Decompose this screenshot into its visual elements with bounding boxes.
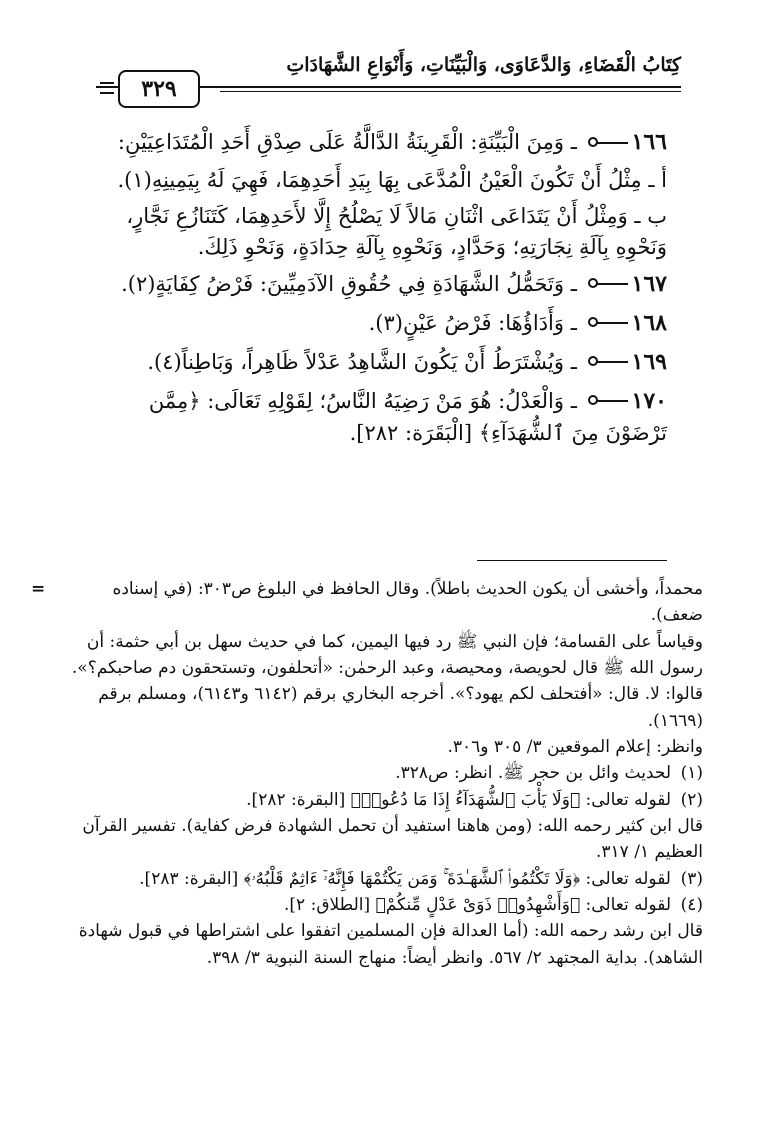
entry-marker [590, 126, 667, 159]
footnote-number: (٢) [680, 789, 703, 810]
footnotes [31, 576, 703, 971]
footnote-text: لقوله تعالى: ﴿وَلَا يَأْبَ ٱلشُّهَدَآءُ إِذَا مَا دُعُوا۟﴾ [البقرة: ٢٨٢]. [246, 789, 671, 810]
entry-166-sub-a: أ ـ مِثْلُ أَنْ تَكُونَ الْعَيْنُ الْمُدَّعَى بِهَا بِيَدِ أَحَدِهِمَا، فَهِيَ لَهُ بِيَمِينِهِ(١). [117, 168, 667, 192]
footnote-number: (٣) [680, 868, 703, 889]
page-number: ٣٢٩ [141, 76, 177, 102]
footnote-4-continued [63, 918, 703, 971]
footnote-number: (١) [680, 763, 703, 784]
entry-number: ١٧٠ [631, 387, 667, 414]
entry-marker [590, 385, 667, 418]
entry-marker [590, 307, 667, 340]
continuation-paragraph: وانظر: إعلام الموقعين ٣/ ٣٠٥ و٣٠٦. [447, 737, 703, 758]
entry-169 [82, 346, 667, 379]
footnote-3 [63, 866, 703, 892]
continuation-paragraph: محمداً، وأخشى أن يكون الحديث باطلاً). وقال الحافظ في البلوغ ص٣٠٣: (في إسناده ضعف). [112, 579, 703, 626]
footnote-text: لقوله تعالى: ﴿وَلَا تَكْتُمُوا۟ ٱلشَّهَـٰدَةَ ۚ وَمَن يَكْتُمْهَا فَإِنَّهُۥٓ ءَاثِمٌ قَلْبُهُۥ﴾ [البقرة: ٢٨٣]. [139, 868, 671, 889]
running-header-title: كِتَابُ الْقَضَاءِ، وَالدَّعَاوَى، وَالْبَيِّنَاتِ، وَأَنْوَاعِ الشَّهَادَاتِ [286, 54, 681, 76]
entry-number: ١٦٩ [631, 348, 667, 375]
entry-number: ١٦٨ [631, 309, 667, 336]
footnote-divider [477, 560, 667, 561]
entry-170 [82, 385, 667, 450]
header-rule [220, 86, 681, 92]
main-text [82, 126, 667, 455]
pointer-ornament-icon [590, 142, 628, 144]
entry-number: ١٦٧ [631, 270, 667, 297]
pointer-ornament-icon [590, 400, 628, 402]
entry-167 [82, 268, 667, 301]
entry-number: ١٦٦ [631, 129, 667, 155]
entry-text: ـ وَأَدَاؤُهَا: فَرْضُ عَيْنٍ(٣). [368, 310, 577, 335]
page-number-badge [118, 70, 200, 108]
entry-166-sub-b: ب ـ وَمِثْلُ أَنْ يَتَدَاعَى اثْنَانِ مَالاً لَا يَصْلُحُ إِلَّا لأَحَدِهِمَا، كَتَنَازُعِ نَجَّارٍ، وَنَحْوِهِ بِآلَةِ نِجَارَتِهِ؛ وَحَدَّادٍ، وَنَحْوِهِ بِآلَةِ حِدَادَةٍ، وَنَحْوِ ذَلِكَ. [126, 203, 667, 259]
footnote-4 [63, 892, 703, 918]
footnote-text: قال ابن رشد رحمه الله: (أما العدالة فإن المسلمين اتفقوا على اشتراطها في قبول شهادة الشاهد). بداية المجتهد ٢/ ٥٦٧. وانظر أيضاً: منهاج السنة النبوية ٣/ ٣٩٨. [78, 921, 703, 968]
continuation-paragraph: وقياساً على القسامة؛ فإن النبي ﷺ رد فيها اليمين، كما في حديث سهل بن أبي حثمة: أن رسول الله ﷺ قال لحويصة، ومحيصة، وعبد الرحمٰن: «أتحلفون، وتستحقون دم صاحبكم؟». قالوا: لا. قال: «أفتحلف لكم يهود؟». أخرجه البخاري برقم (٦١٤٢ و٦١٤٣)، ومسلم برقم (١٦٦٩). [71, 631, 703, 731]
entry-text: ـ وَيُشْتَرَطُ أَنْ يَكُونَ الشَّاهِدُ عَدْلاً ظَاهِراً، وَبَاطِناً(٤). [147, 349, 577, 374]
entry-168 [82, 307, 667, 340]
entry-166 [82, 126, 667, 159]
continuation-mark: = [31, 579, 46, 599]
badge-ornament-icon [100, 82, 114, 94]
pointer-ornament-icon [590, 322, 628, 324]
footnote-continuation [31, 576, 703, 760]
footnote-2 [63, 787, 703, 813]
pointer-ornament-icon [590, 283, 628, 285]
entry-text: ـ وَمِنَ الْبَيِّنَةِ: الْقَرِينَةُ الدَّالَّةُ عَلَى صِدْقِ أَحَدِ الْمُتَدَاعِيَيْنِ: [117, 130, 577, 154]
entry-text: ـ وَتَحَمُّلُ الشَّهَادَةِ فِي حُقُوقِ الآدَمِيِّينَ: فَرْضُ كِفَايَةٍ(٢). [121, 271, 577, 296]
footnote-text: لحديث وائل بن حجر ﷺ. انظر: ص٣٢٨. [395, 763, 671, 784]
entry-marker [590, 346, 667, 379]
entry-marker [590, 268, 667, 301]
footnote-text: لقوله تعالى: ﴿وَأَشْهِدُوا۟ ذَوَىْ عَدْلٍ مِّنكُمْ﴾ [الطلاق: ٢]. [284, 895, 671, 916]
footnote-2-continued [63, 813, 703, 866]
pointer-ornament-icon [590, 361, 628, 363]
entry-text: ـ وَالْعَدْلُ: هُوَ مَنْ رَضِيَهُ النَّاسُ؛ لِقَوْلِهِ تَعَالَى: ﴿مِمَّن تَرْضَوْنَ مِنَ ٱلشُّهَدَآءِ﴾ [الْبَقَرَة: ٢٨٢]. [148, 388, 667, 445]
footnote-number: (٤) [680, 895, 703, 916]
footnote-1 [63, 760, 703, 786]
footnote-text: قال ابن كثير رحمه الله: (ومن هاهنا استفيد أن تحمل الشهادة فرض كفاية). تفسير القرآن العظيم ١/ ٣١٧. [82, 816, 703, 863]
